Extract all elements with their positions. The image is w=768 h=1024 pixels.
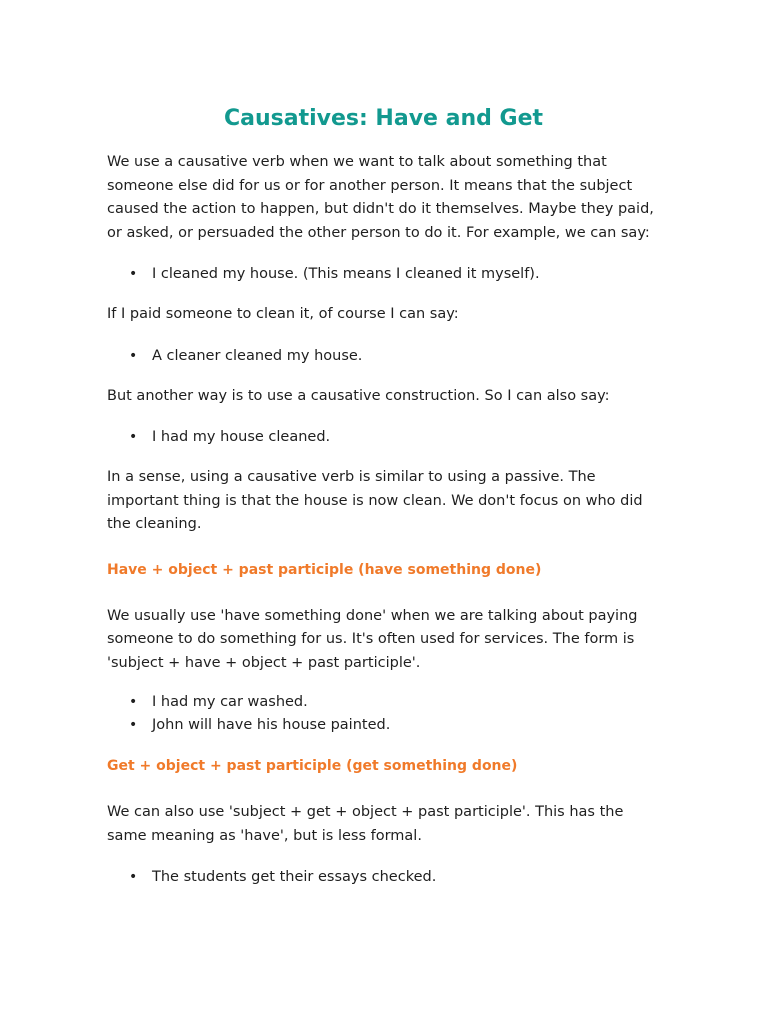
- example-list-1: [107, 263, 660, 286]
- list-item: • I cleaned my house. (This means I cleaned it myself).: [107, 263, 660, 286]
- paragraph-3: But another way is to use a causative construction. So I can also say:: [107, 387, 610, 404]
- paragraph-4: In a sense, using a causative verb is similar to using a passive. The important thing is that the house is now clean. We don't focus on who did the cleaning.: [107, 469, 643, 532]
- have-section-heading: Have + object + past participle (have something done): [107, 561, 542, 578]
- paragraph-2: If I paid someone to clean it, of course I can say:: [107, 306, 459, 322]
- intro-paragraph: We use a causative verb when we want to talk about something that someone else did for us or for another person. It means that the subject caused the action to happen, but didn't do it themselves. Maybe they paid, or asked, or persuaded the other person to do it. For example, we can say:: [107, 154, 654, 241]
- example-list-2: [107, 345, 660, 368]
- list-item: • John will have his house painted.: [107, 714, 660, 737]
- page-title: Causatives: Have and Get: [223, 106, 544, 131]
- get-section-heading: Get + object + past participle (get something done): [107, 758, 518, 774]
- have-example-list: [107, 691, 660, 737]
- have-section-paragraph: We usually use 'have something done' when we are talking about paying someone to do something for us. It's often used for services. The form is 'subject + have + object + past participle'.: [107, 607, 638, 671]
- list-item: • I had my car washed.: [107, 691, 660, 714]
- list-item: • I had my house cleaned.: [107, 426, 660, 449]
- example-list-3: [107, 426, 660, 449]
- list-item: • The students get their essays checked.: [107, 866, 660, 889]
- list-item: • A cleaner cleaned my house.: [107, 345, 660, 368]
- get-example-list: [107, 866, 660, 889]
- get-section-paragraph: We can also use 'subject + get + object + past participle'. This has the same meaning as 'have', but is less formal.: [107, 804, 624, 844]
